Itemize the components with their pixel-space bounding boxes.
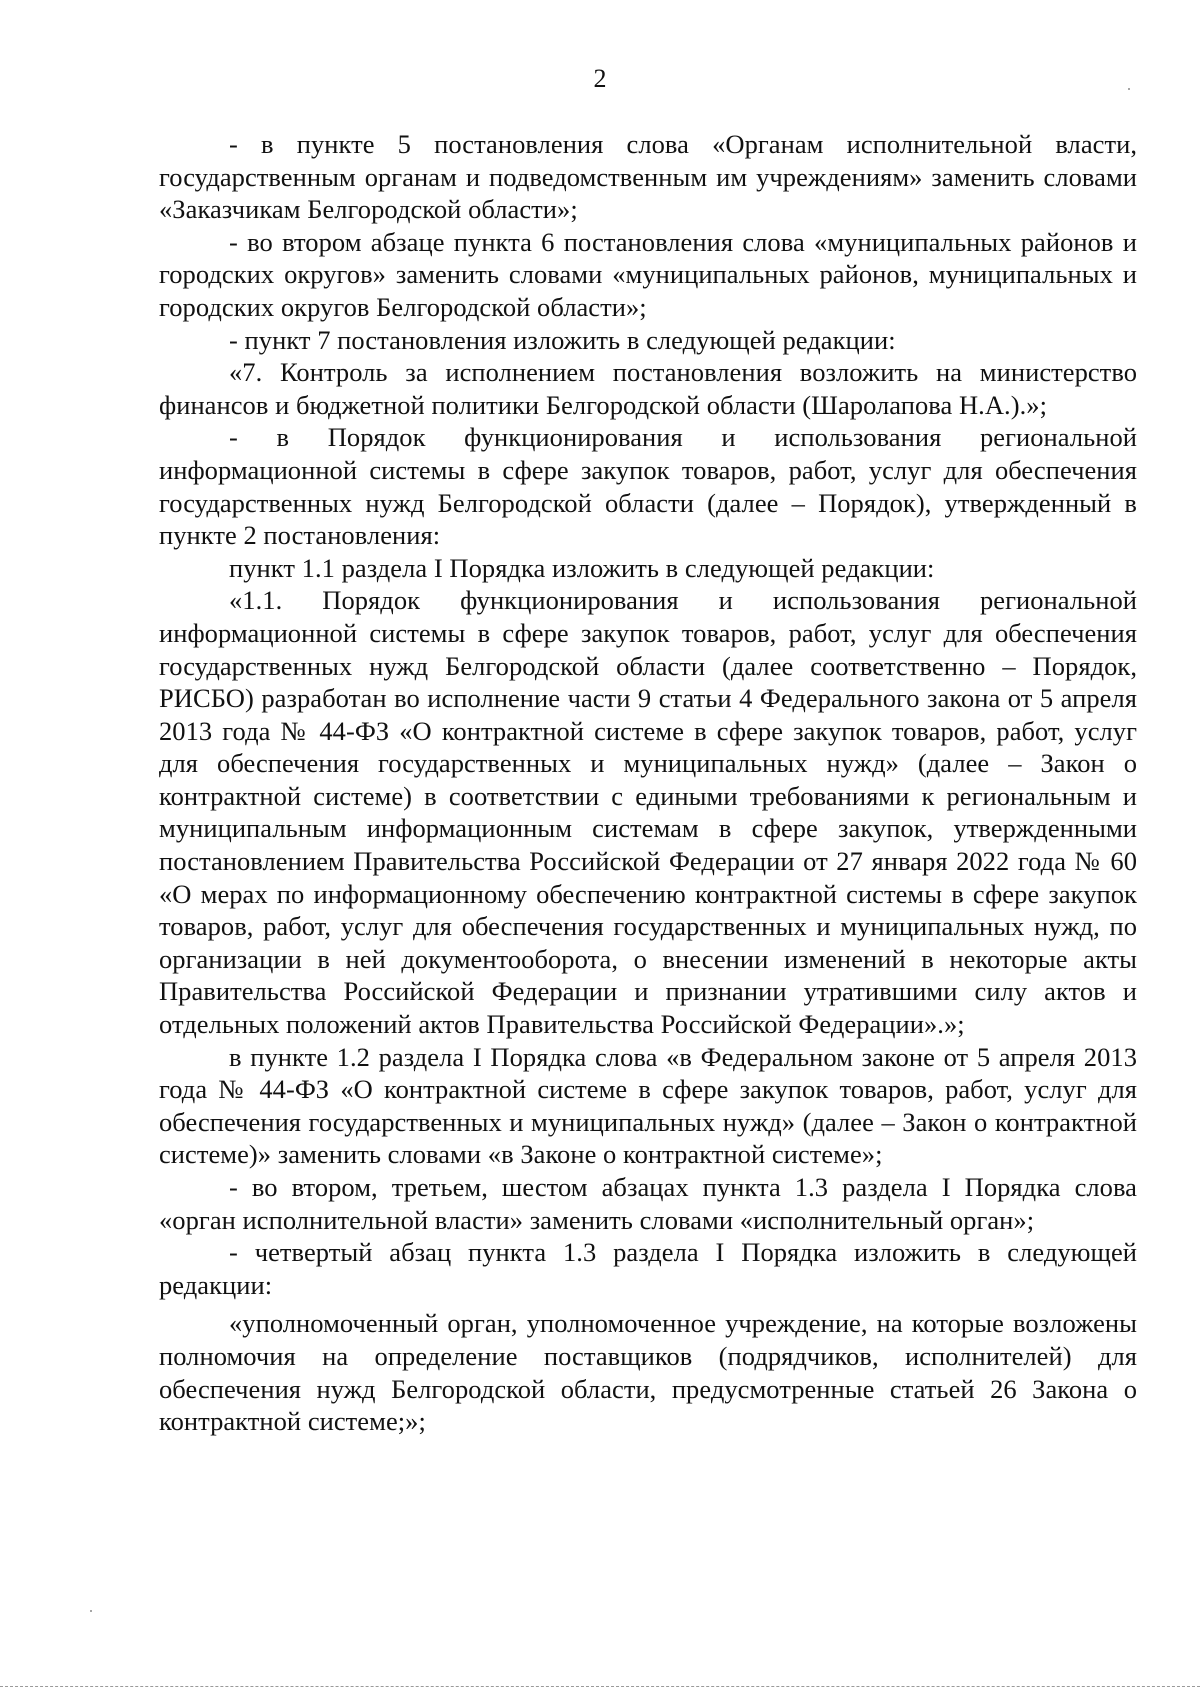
scan-edge-line — [0, 1686, 1200, 1687]
page-number: 2 — [593, 64, 607, 93]
paragraph: пункт 1.1 раздела I Порядка изложить в следующей редакции: — [229, 552, 935, 583]
paragraph: - пункт 7 постановления изложить в следующей редакции: — [229, 324, 896, 355]
paragraph: - в Порядок функционирования и использования региональной информационной системы в сфере закупок товаров, работ, услуг для обеспечения государственных нужд Белгородской области (далее – Порядок), утвержденный в пункте 2 постановления: — [159, 422, 1137, 551]
scan-speck — [1128, 88, 1130, 90]
paragraph: - во втором, третьем, шестом абзацах пункта 1.3 раздела I Порядка слова «орган исполнительной власти» заменить словами «исполнительный орган»; — [159, 1172, 1137, 1235]
paragraph: в пункте 1.2 раздела I Порядка слова «в Федеральном законе от 5 апреля 2013 года № 44-ФЗ «О контрактной системе в сфере закупок товаров, работ, услуг для обеспечения государственных и муниципальных нужд» (далее – Закон о контрактной системе)» заменить словами «в Законе о контрактной системе»; — [159, 1041, 1137, 1170]
paragraph: «уполномоченный орган, уполномоченное учреждение, на которые возложены полномочия на определение поставщиков (подрядчиков, исполнителей) для обеспечения нужд Белгородской области, предусмотренные статьей 26 Закона о контрактной системе;»; — [159, 1308, 1137, 1437]
scan-speck — [90, 1610, 92, 1612]
paragraph: - четвертый абзац пункта 1.3 раздела I Порядка изложить в следующей редакции: — [159, 1237, 1137, 1300]
paragraph: «1.1. Порядок функционирования и использования региональной информационной системы в сфере закупок товаров, работ, услуг для обеспечения государственных нужд Белгородской области (далее соответственно – Порядок, РИСБО) разработан во исполнение части 9 статьи 4 Федерального закона от 5 апреля 2013 года № 44-ФЗ «О контрактной системе в сфере закупок товаров, работ, услуг для обеспечения государственных и муниципальных нужд» (далее – Закон о контрактной системе) в соответствии с едиными требованиями к региональным и муниципальным информационным системам в сфере закупок, утвержденными постановлением Правительства Российской Федерации от 27 января 2022 года № 60 «О мерах по информационному обеспечению контрактной системы в сфере закупок товаров, работ, услуг для обеспечения государственных и муниципальных нужд, по организации в ней документооборота, о внесении изменений в некоторые акты Правительства Российской Федерации и признании утратившими силу актов и отдельных положений актов Правительства Российской Федерации».»; — [159, 585, 1137, 1040]
document-body — [159, 128, 1137, 1438]
paragraph: «7. Контроль за исполнением постановления возложить на министерство финансов и бюджетной политики Белгородской области (Шаролапова Н.А.).»; — [159, 357, 1137, 420]
paragraph: - во втором абзаце пункта 6 постановления слова «муниципальных районов и городских округов» заменить словами «муниципальных районов, муниципальных и городских округов Белгородской области»; — [159, 226, 1137, 322]
paragraph: - в пункте 5 постановления слова «Органам исполнительной власти, государственным органам и подведомственным им учреждениям» заменить словами «Заказчикам Белгородской области»; — [159, 129, 1137, 225]
